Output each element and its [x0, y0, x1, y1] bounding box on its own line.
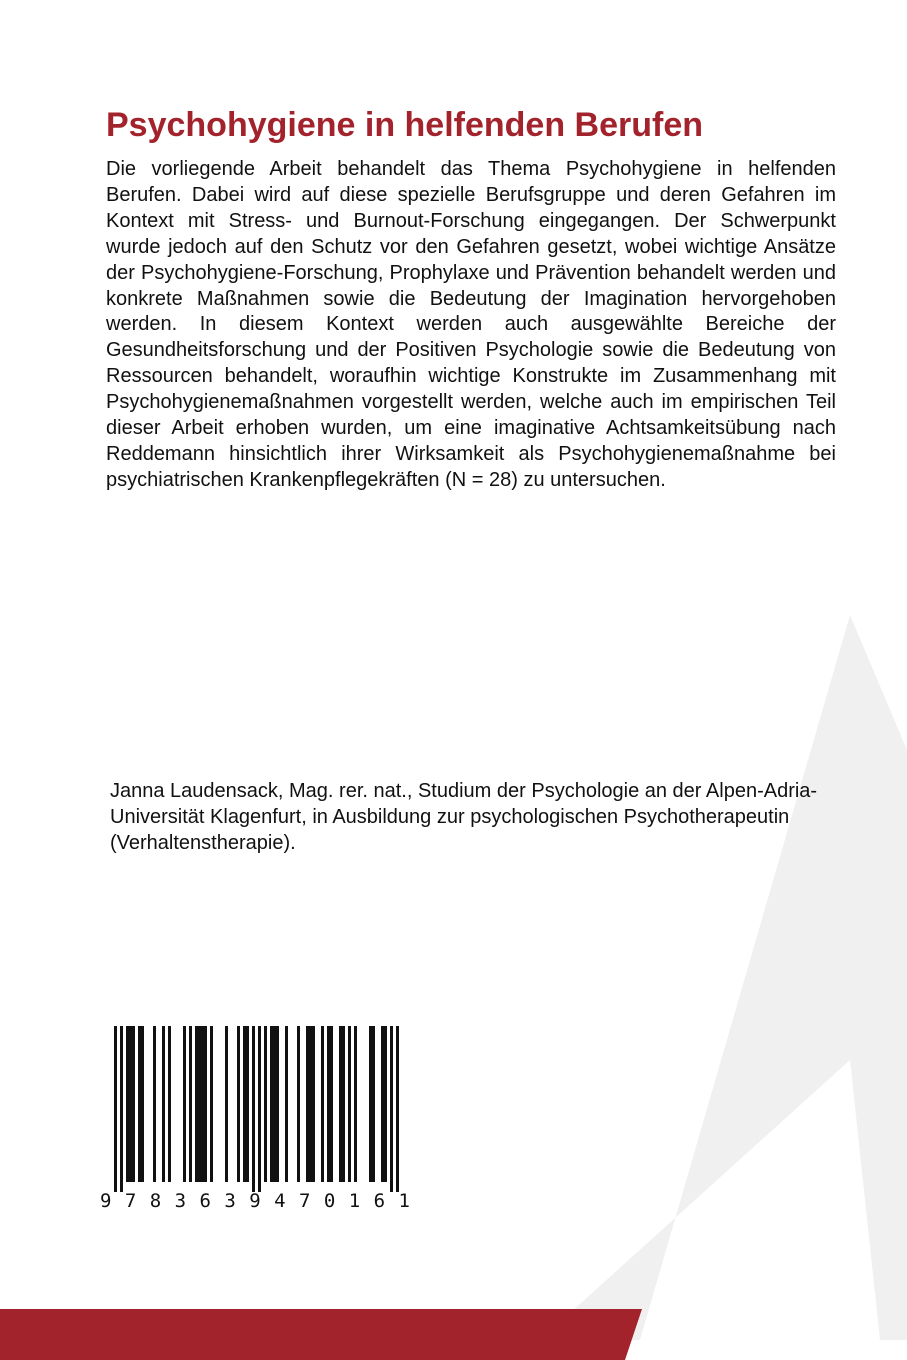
barcode-bar — [285, 1026, 288, 1182]
isbn-digit: 9 — [100, 1190, 112, 1212]
barcode-bar — [132, 1026, 135, 1182]
isbn-digit: 4 — [274, 1190, 286, 1212]
barcode-bar — [141, 1026, 144, 1182]
barcode-bar — [384, 1026, 387, 1182]
isbn-digit: 9 — [249, 1190, 261, 1212]
barcode-bar — [327, 1026, 330, 1182]
barcode-bar — [339, 1026, 342, 1182]
barcode-bar — [120, 1026, 123, 1192]
barcode-bar — [258, 1026, 261, 1192]
barcode-bar — [126, 1026, 129, 1182]
barcode-bar — [297, 1026, 300, 1182]
barcode-bar — [321, 1026, 324, 1182]
barcode-bar — [183, 1026, 186, 1182]
isbn-digit: 3 — [174, 1190, 187, 1212]
barcode-bar — [168, 1026, 171, 1182]
barcode-bar — [270, 1026, 273, 1182]
barcode-bar — [210, 1026, 213, 1182]
gray-chevron-shape — [540, 615, 907, 1340]
book-title: Psychohygiene in helfenden Berufen — [106, 106, 704, 144]
isbn-digit: 1 — [348, 1190, 361, 1212]
barcode-bar — [138, 1026, 141, 1182]
author-bio: Janna Laudensack, Mag. rer. nat., Studium der Psychologie an der Alpen-Adria-Universität Klagenfurt, in Ausbildung zur psychologischen Psychotherapeutin (Verhaltenstherapie). — [110, 780, 818, 854]
isbn-digit: 7 — [124, 1190, 137, 1212]
barcode-bar — [264, 1026, 267, 1182]
barcode-bar — [246, 1026, 249, 1182]
barcode-bar — [204, 1026, 207, 1182]
barcode-bar — [309, 1026, 312, 1182]
barcode-bar — [237, 1026, 240, 1182]
barcode-bar — [198, 1026, 201, 1182]
barcode-bar — [276, 1026, 279, 1182]
isbn-digit: 7 — [299, 1190, 311, 1212]
barcode-bar — [312, 1026, 315, 1182]
barcode-bar — [369, 1026, 372, 1182]
isbn-barcode — [100, 1022, 420, 1222]
barcode-bar — [306, 1026, 309, 1182]
isbn-digit: 1 — [398, 1190, 410, 1212]
barcode-bar — [195, 1026, 198, 1182]
barcode-bar — [372, 1026, 375, 1182]
barcode-bar — [114, 1026, 117, 1192]
isbn-number — [100, 1190, 410, 1212]
barcode-bar — [201, 1026, 204, 1182]
isbn-digit: 6 — [199, 1190, 211, 1212]
book-abstract: Die vorliegende Arbeit behandelt das Thema Psychohygiene in helfenden Berufen. Dabei wird auf diese spezielle Berufsgruppe und deren Gefahren im Kontext mit Stress- und Burnout-Forschung eingegangen. Der Schwerpunkt wurde jedoch auf den Schutz vor den Gefahren gesetzt, wobei wichtige Ansätze der Psychohygiene-Forschung, Prophylaxe und Prävention behandelt werden und konkrete Maßnahmen sowie die Bedeutung der Imagination hervorgehoben werden. In diesem Kontext werden auch ausgewählte Bereiche der Gesundheitsforschung und der Positiven Psychologie sowie die Bedeutung von Ressourcen behandelt, woraufhin wichtige Konstrukte im Zusammenhang mit Psychohygienemaßnahmen vorgestellt werden, welche auch im empirischen Teil dieser Arbeit erhoben wurden, um eine imaginative Achtsamkeitsübung nach Reddemann hinsichtlich ihrer Wirksamkeit als Psychohygienemaßnahme bei psychiatrischen Krankenpflegekräften (N = 28) zu untersuchen. — [106, 158, 836, 491]
barcode-bar — [225, 1026, 228, 1182]
barcode-bars — [100, 1022, 420, 1192]
isbn-digit: 8 — [149, 1190, 162, 1212]
barcode-bar — [162, 1026, 165, 1182]
barcode-bar — [243, 1026, 246, 1182]
barcode-bar — [396, 1026, 399, 1192]
red-footer-band — [0, 1309, 642, 1360]
barcode-bar — [381, 1026, 384, 1182]
barcode-bar — [330, 1026, 333, 1182]
barcode-bar — [129, 1026, 132, 1182]
barcode-bar — [342, 1026, 345, 1182]
isbn-digit: 6 — [373, 1190, 386, 1212]
barcode-bar — [273, 1026, 276, 1182]
barcode-bar — [153, 1026, 156, 1182]
barcode-bar — [348, 1026, 351, 1182]
isbn-digit: 3 — [224, 1190, 236, 1212]
barcode-bar — [390, 1026, 393, 1192]
isbn-digit: 0 — [323, 1190, 336, 1212]
barcode-bar — [189, 1026, 192, 1182]
barcode-bar — [252, 1026, 255, 1192]
barcode-bar — [354, 1026, 357, 1182]
